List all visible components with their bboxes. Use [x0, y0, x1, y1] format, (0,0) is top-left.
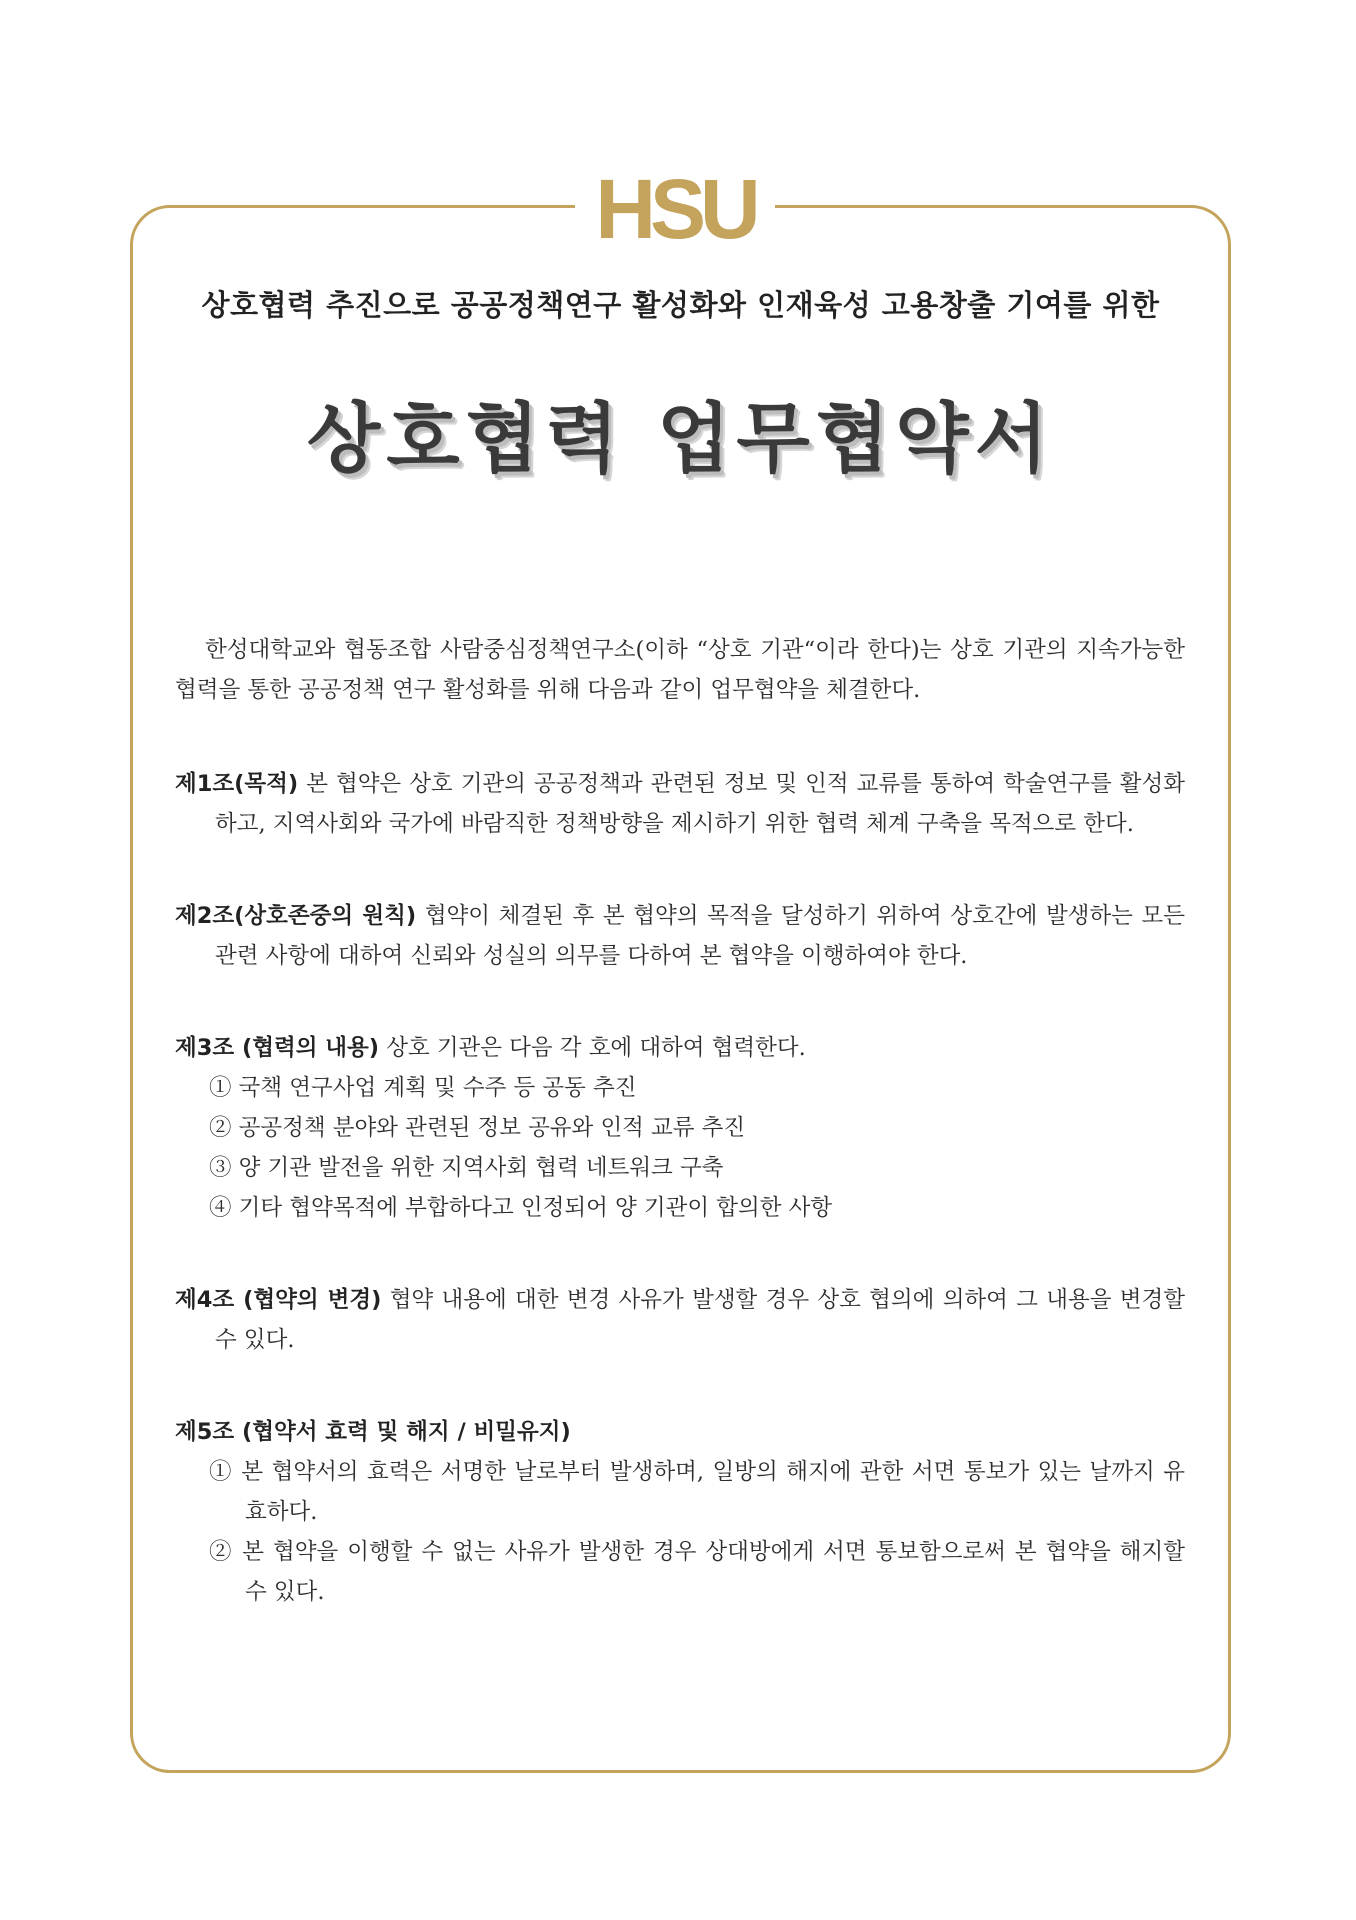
article-2-heading: 제2조(상호존중의 원칙): [175, 903, 417, 929]
article-1-heading: 제1조(목적): [175, 771, 299, 797]
article-4-heading: 제4조 (협약의 변경): [175, 1287, 382, 1313]
list-item: ① 국책 연구사업 계획 및 수주 등 공동 추진: [209, 1075, 637, 1101]
article-4: [175, 1280, 1185, 1360]
intro-paragraph: 한성대학교와 협동조합 사람중심정책연구소(이하 “상호 기관“이라 한다)는 상호 기관의 지속가능한 협력을 통한 공공정책 연구 활성화를 위해 다음과 같이 업무협약을 체결한다.: [175, 637, 1185, 703]
article-5: [175, 1412, 1185, 1452]
list-item: ② 공공정책 분야와 관련된 정보 공유와 인적 교류 추진: [209, 1115, 746, 1141]
article-1: [175, 764, 1185, 844]
hsu-logo: [575, 168, 775, 250]
list-item: ② 본 협약을 이행할 수 없는 사유가 발생한 경우 상대방에게 서면 통보함으로써 본 협약을 해지할 수 있다.: [209, 1539, 1185, 1605]
document-subtitle: 상호협력 추진으로 공공정책연구 활성화와 인재육성 고용창출 기여를 위한: [201, 288, 1160, 322]
article-2-text: 협약이 체결된 후 본 협약의 목적을 달성하기 위하여 상호간에 발생하는 모든 관련 사항에 대하여 신뢰와 성실의 의무를 다하여 본 협약을 이행하여야 한다.: [215, 903, 1186, 969]
article-1-text: 본 협약은 상호 기관의 공공정책과 관련된 정보 및 인적 교류를 통하여 학술연구를 활성화하고, 지역사회와 국가에 바람직한 정책방향을 제시하기 위한 협력 체계 구축을 목적으로 한다.: [215, 771, 1185, 837]
document-body: [175, 630, 1185, 1612]
list-item: ③ 양 기관 발전을 위한 지역사회 협력 네트워크 구축: [209, 1155, 724, 1181]
article-3-text: 상호 기관은 다음 각 호에 대하여 협력한다.: [386, 1035, 806, 1061]
article-5-heading: 제5조 (협약서 효력 및 해지 / 비밀유지): [175, 1419, 571, 1445]
list-item: ① 본 협약서의 효력은 서명한 날로부터 발생하며, 일방의 해지에 관한 서면 통보가 있는 날까지 유효하다.: [209, 1459, 1185, 1525]
article-3: [175, 1028, 1185, 1068]
article-5-items: [175, 1452, 1185, 1612]
article-3-items: [175, 1068, 1185, 1228]
logo-text: HSU: [595, 168, 755, 250]
document-title: 상호협력 업무협약서: [306, 394, 1055, 483]
list-item: ④ 기타 협약목적에 부합하다고 인정되어 양 기관이 합의한 사항: [209, 1195, 833, 1221]
article-2: [175, 896, 1185, 976]
article-3-heading: 제3조 (협력의 내용): [175, 1035, 380, 1061]
article-4-text: 협약 내용에 대한 변경 사유가 발생할 경우 상호 협의에 의하여 그 내용을 변경할 수 있다.: [215, 1287, 1185, 1353]
